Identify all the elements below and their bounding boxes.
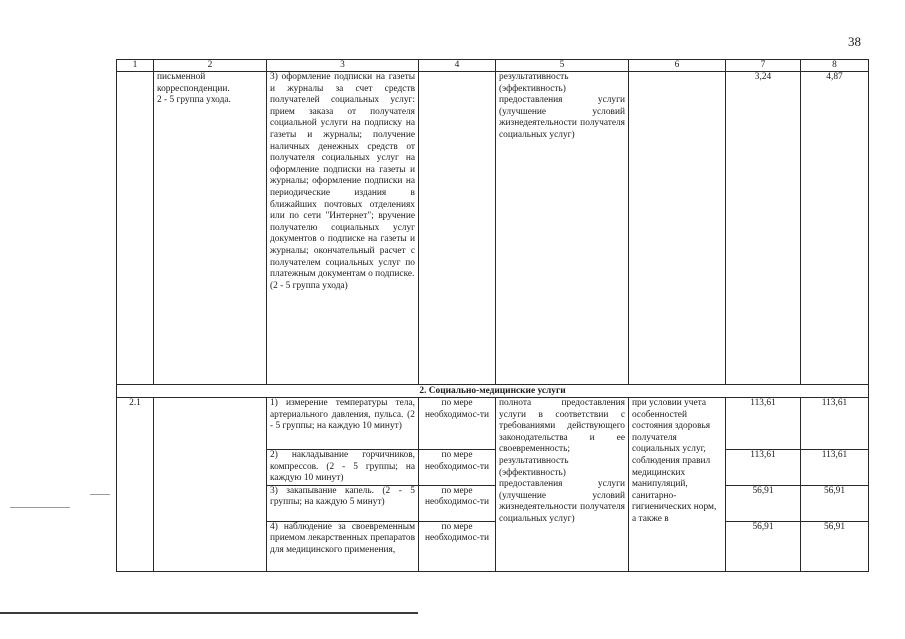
header-col-8: 8	[801, 60, 869, 72]
medical-item-tariff-7: 113,61	[726, 398, 801, 450]
mail-service-criteria: результативность (эффективность) предоставления услуги (улучшение условий жизнедеятельности получателя социальных услуг)	[496, 72, 629, 385]
medical-item-description: 4) наблюдение за своевременным приемом лекарственных препаратов для медицинского применения,	[267, 521, 419, 571]
header-col-7: 7	[726, 60, 801, 72]
section-row	[117, 385, 869, 398]
mail-service-row	[117, 72, 869, 385]
medical-service-criteria: полнота предоставления услуги в соответствии с требованиями действующего законодательства и ее своевременность; результативность (эффективность) предоставления услуги (улучшение условий жизнедеятельности получателя социальных услуг)	[496, 398, 629, 572]
mail-row-number-cell	[117, 72, 154, 385]
mail-service-description: 3) оформление подписки на газеты и журналы за счет средств получателей социальных услуг: прием заказа от получателя социальной услуги на подписку на газеты и журналы; получение наличных денежных средств от получателя социальных услуг на оформление подписки на газеты и журналы; оформление подписки на периодические издания в ближайших почтовых отделениях или по сети "Интернет"; вручение получателю социальных услуг документов о подписке на газеты и журналы; окончательный расчет с получателем социальных услуг по платежным документам о подписке. (2 - 5 группа ухода)	[267, 72, 419, 385]
medical-item-description: 3) закапывание капель. (2 - 5 группы; на каждую 5 минут)	[267, 485, 419, 521]
medical-item-period: по мере необходимос-ти	[419, 398, 496, 450]
medical-item-period: по мере необходимос-ти	[419, 521, 496, 571]
medical-item-tariff-8: 56,91	[801, 521, 869, 571]
medical-item-description: 2) накладывание горчичников, компрессов. (2 - 5 группы; на каждую 10 минут)	[267, 450, 419, 486]
page-number: 38	[848, 34, 861, 49]
mail-service-period	[419, 72, 496, 385]
scan-artifact-dash	[90, 494, 110, 495]
medical-item-tariff-8: 113,61	[801, 450, 869, 486]
medical-service-name	[154, 398, 267, 572]
medical-item-tariff-7: 56,91	[726, 521, 801, 571]
header-col-5: 5	[496, 60, 629, 72]
medical-item-tariff-8: 113,61	[801, 398, 869, 450]
medical-row-number: 2.1	[117, 398, 154, 572]
header-col-2: 2	[154, 60, 267, 72]
mail-service-name: письменной корреспонденции. 2 - 5 группа ухода.	[154, 72, 267, 385]
mail-service-tariff-7: 3,24	[726, 72, 801, 385]
scan-artifact-dash	[10, 507, 70, 508]
mail-service-tariff-8: 4,87	[801, 72, 869, 385]
header-col-4: 4	[419, 60, 496, 72]
header-row	[117, 60, 869, 72]
services-table	[116, 59, 869, 572]
medical-service-conditions: при условии учета особенностей состояния здоровья получателя социальных услуг, соблюдения правил медицинских манипуляций, санитарно-гигиенических норм, а также в	[629, 398, 726, 572]
header-col-6: 6	[629, 60, 726, 72]
mail-service-conditions	[629, 72, 726, 385]
section-title: 2. Социально-медицинские услуги	[117, 385, 869, 398]
scan-artifact-line	[0, 612, 418, 614]
medical-item-tariff-8: 56,91	[801, 485, 869, 521]
header-col-1: 1	[117, 60, 154, 72]
medical-item-tariff-7: 56,91	[726, 485, 801, 521]
medical-item-period: по мере необходимос-ти	[419, 485, 496, 521]
medical-item-period: по мере необходимос-ти	[419, 450, 496, 486]
header-col-3: 3	[267, 60, 419, 72]
medical-item-description: 1) измерение температуры тела, артериального давления, пульса. (2 - 5 группы; на каждую 10 минут)	[267, 398, 419, 450]
medical-item-tariff-7: 113,61	[726, 450, 801, 486]
medical-item-row	[117, 398, 869, 450]
